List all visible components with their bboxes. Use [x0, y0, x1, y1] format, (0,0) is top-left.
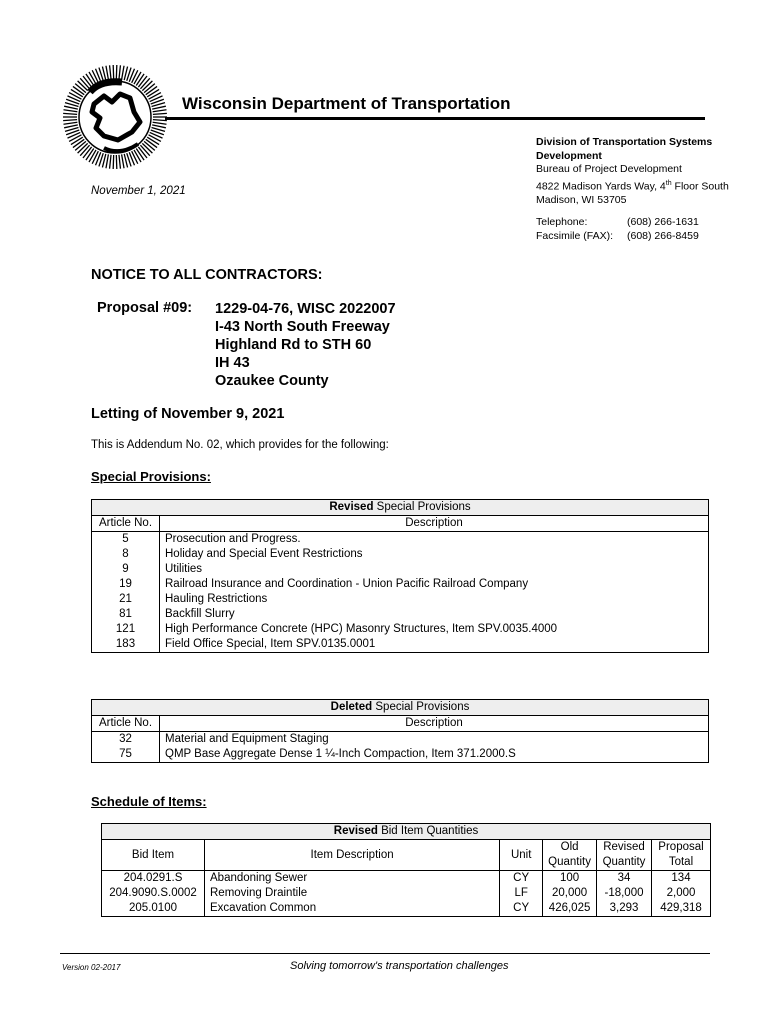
proposal-line: I-43 North South Freeway — [215, 319, 390, 335]
division-name-line-2: Development — [536, 149, 602, 162]
revised-quantity-cell: 3,293 — [597, 901, 652, 917]
unit-cell: LF — [500, 886, 543, 901]
table-row — [92, 622, 709, 637]
description-cell: Field Office Special, Item SPV.0135.0001 — [160, 637, 709, 653]
column-header-article: Article No. — [92, 716, 160, 732]
logo-ray — [134, 150, 141, 162]
logo-ray — [63, 120, 77, 121]
item-description-cell: Removing Draintile — [205, 886, 500, 901]
article-cell: 9 — [92, 562, 160, 577]
letting-date: Letting of November 9, 2021 — [91, 406, 285, 422]
description-cell: Utilities — [160, 562, 709, 577]
revised-quantity-cell: -18,000 — [597, 886, 652, 901]
notice-title: NOTICE TO ALL CONTRACTORS: — [91, 267, 323, 283]
logo-ray — [119, 65, 120, 79]
contact-block — [536, 215, 699, 243]
logo-ray — [147, 137, 159, 144]
city-address: Madison, WI 53705 — [536, 193, 627, 206]
logo-ray — [64, 125, 78, 128]
table-body — [102, 871, 711, 917]
article-cell: 75 — [92, 747, 160, 763]
unit-cell: CY — [500, 901, 543, 917]
logo-ray — [71, 89, 83, 96]
table-row — [92, 637, 709, 653]
bid-item-cell: 204.0291.S — [102, 871, 205, 887]
column-header-item-description: Item Description — [205, 840, 500, 871]
bureau-name: Bureau of Project Development — [536, 163, 682, 175]
table-row — [92, 592, 709, 607]
table-row — [92, 577, 709, 592]
wisdot-logo-icon — [60, 62, 170, 172]
article-cell: 183 — [92, 637, 160, 653]
bid-item-cell: 204.9090.S.0002 — [102, 886, 205, 901]
logo-ray — [152, 106, 166, 109]
column-header-description: Description — [160, 716, 709, 732]
fax-line — [536, 229, 699, 243]
proposal-total-cell: 2,000 — [652, 886, 711, 901]
table-row — [92, 547, 709, 562]
column-header-bid-item: Bid Item — [102, 840, 205, 871]
old-quantity-cell: 20,000 — [543, 886, 597, 901]
logo-ray — [153, 110, 167, 112]
proposal-line: 1229-04-76, WISC 2022007 — [215, 301, 396, 317]
article-cell: 19 — [92, 577, 160, 592]
street-address: 4822 Madison Yards Way, 4th Floor South — [536, 179, 729, 192]
logo-ray — [64, 110, 78, 112]
table-body — [92, 532, 709, 653]
article-cell: 81 — [92, 607, 160, 622]
fax-number: (608) 266-8459 — [627, 230, 699, 242]
logo-ray — [64, 122, 78, 124]
revised-quantity-cell: 34 — [597, 871, 652, 887]
description-cell: High Performance Concrete (HPC) Masonry Structures, Item SPV.0035.4000 — [160, 622, 709, 637]
column-header-unit: Unit — [500, 840, 543, 871]
proposal-line: Highland Rd to STH 60 — [215, 337, 372, 353]
logo-ray — [149, 135, 161, 142]
table-row — [102, 886, 711, 901]
logo-ray — [122, 154, 124, 168]
table-row — [92, 747, 709, 763]
description-cell: Holiday and Special Event Restrictions — [160, 547, 709, 562]
title-rule — [165, 117, 705, 120]
proposal-total-cell: 134 — [652, 871, 711, 887]
division-address-block — [536, 136, 761, 207]
logo-ray — [119, 155, 120, 169]
table-row — [92, 607, 709, 622]
logo-ray — [69, 93, 81, 100]
telephone-label: Telephone: — [536, 216, 588, 228]
column-header-proposal-total: Proposal Total — [652, 840, 711, 871]
unit-cell: CY — [500, 871, 543, 887]
proposal-line: Ozaukee County — [215, 373, 329, 389]
logo-ray — [134, 72, 141, 84]
revised-bid-item-quantities-table — [101, 823, 711, 917]
article-cell: 32 — [92, 732, 160, 748]
logo-ray — [110, 65, 111, 79]
logo-ray — [106, 154, 108, 168]
table-caption: Revised Special Provisions — [92, 500, 709, 516]
logo-ray — [149, 93, 161, 100]
column-header-old-quantity: Old Quantity — [543, 840, 597, 871]
description-cell: Railroad Insurance and Coordination - Union Pacific Railroad Company — [160, 577, 709, 592]
bid-item-cell: 205.0100 — [102, 901, 205, 917]
footer-tagline: Solving tomorrow's transportation challenges — [290, 960, 509, 972]
proposal-line: IH 43 — [215, 355, 250, 371]
fax-label: Facsimile (FAX): — [536, 230, 614, 242]
article-cell: 21 — [92, 592, 160, 607]
logo-ray — [69, 135, 81, 142]
old-quantity-cell: 100 — [543, 871, 597, 887]
division-name-line-1: Division of Transportation Systems — [536, 136, 713, 148]
old-quantity-cell: 426,025 — [543, 901, 597, 917]
logo-ray — [64, 106, 78, 109]
footer-rule — [60, 953, 710, 954]
proposal-total-cell: 429,318 — [652, 901, 711, 917]
version-label: Version 02-2017 — [62, 963, 121, 972]
table-row — [92, 532, 709, 548]
telephone-line — [536, 215, 699, 229]
logo-ray — [152, 125, 166, 128]
description-cell: Material and Equipment Staging — [160, 732, 709, 748]
column-header-article: Article No. — [92, 516, 160, 532]
table-caption: Deleted Special Provisions — [92, 700, 709, 716]
logo-ray — [153, 122, 167, 124]
addendum-text: This is Addendum No. 02, which provides for the following: — [91, 439, 389, 451]
article-cell: 121 — [92, 622, 160, 637]
logo-ray — [147, 89, 159, 96]
revised-special-provisions-table — [91, 499, 709, 653]
telephone-number: (608) 266-1631 — [627, 216, 699, 228]
logo-ray — [122, 66, 124, 80]
description-cell: Prosecution and Progress. — [160, 532, 709, 548]
article-cell: 8 — [92, 547, 160, 562]
column-header-description: Description — [160, 516, 709, 532]
table-row — [92, 732, 709, 748]
item-description-cell: Excavation Common — [205, 901, 500, 917]
proposal-label: Proposal #09: — [97, 300, 193, 316]
item-description-cell: Abandoning Sewer — [205, 871, 500, 887]
schedule-of-items-heading: Schedule of Items: — [91, 794, 207, 809]
logo-ray — [71, 137, 83, 144]
table-caption: Revised Bid Item Quantities — [102, 824, 711, 840]
logo-ray — [106, 66, 108, 80]
proposal-details — [215, 300, 396, 390]
table-row — [102, 871, 711, 887]
logo-ray — [89, 150, 96, 162]
logo-ray — [153, 113, 167, 114]
logo-ray — [89, 72, 96, 84]
description-cell: Hauling Restrictions — [160, 592, 709, 607]
table-body — [92, 732, 709, 763]
logo-ray — [110, 155, 111, 169]
deleted-special-provisions-table — [91, 699, 709, 763]
logo-ray — [63, 113, 77, 114]
table-row — [102, 901, 711, 917]
column-header-revised-quantity: Revised Quantity — [597, 840, 652, 871]
table-row — [92, 562, 709, 577]
special-provisions-heading: Special Provisions: — [91, 469, 211, 484]
description-cell: QMP Base Aggregate Dense 1 ¼-Inch Compaction, Item 371.2000.S — [160, 747, 709, 763]
article-cell: 5 — [92, 532, 160, 548]
agency-title: Wisconsin Department of Transportation — [182, 94, 511, 113]
letter-date: November 1, 2021 — [91, 185, 186, 197]
description-cell: Backfill Slurry — [160, 607, 709, 622]
